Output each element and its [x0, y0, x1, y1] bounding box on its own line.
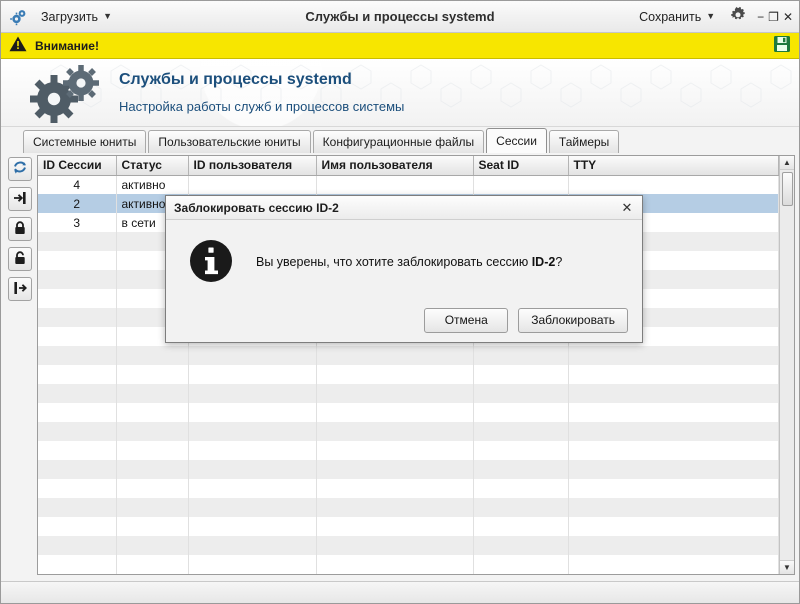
lock-session-button[interactable]: [8, 217, 32, 241]
cell-empty: [116, 479, 188, 498]
table-row-empty[interactable]: [38, 460, 779, 479]
enter-arrow-icon: [12, 190, 28, 209]
cell-empty: [116, 460, 188, 479]
cell-empty: [473, 365, 568, 384]
confirm-button-label: Заблокировать: [531, 313, 615, 327]
cell-empty: [316, 441, 473, 460]
tab-label: Системные юниты: [33, 135, 137, 149]
cell-empty: [316, 460, 473, 479]
cell-empty: [316, 384, 473, 403]
table-row-empty[interactable]: [38, 346, 779, 365]
cell-empty: [473, 498, 568, 517]
cell-empty: [116, 365, 188, 384]
cell-empty: [188, 346, 316, 365]
cell-empty: [38, 441, 116, 460]
cell-empty: [38, 251, 116, 270]
terminate-session-button[interactable]: [8, 277, 32, 301]
table-header-row: [38, 156, 779, 175]
floppy-save-icon[interactable]: [773, 35, 791, 56]
warning-triangle-icon: [9, 36, 27, 55]
column-header-user-id[interactable]: ID пользователя: [188, 156, 316, 175]
chevron-down-icon: ▼: [103, 11, 112, 21]
refresh-icon: [12, 160, 28, 179]
tab-timers[interactable]: [549, 130, 619, 153]
cell-empty: [473, 422, 568, 441]
cell-empty: [568, 479, 779, 498]
dialog-title-bar: [166, 196, 642, 220]
cell-empty: [188, 536, 316, 555]
tab-label: Сессии: [496, 134, 537, 148]
cell-empty: [568, 441, 779, 460]
cell-empty: [116, 555, 188, 574]
tab-config-files[interactable]: [313, 130, 484, 153]
cell-empty: [188, 403, 316, 422]
cell-empty: [188, 498, 316, 517]
cell-empty: [116, 517, 188, 536]
table-row-empty[interactable]: [38, 574, 779, 575]
cell-empty: [38, 365, 116, 384]
scroll-down-button[interactable]: ▼: [780, 560, 794, 574]
table-row-empty[interactable]: [38, 479, 779, 498]
cell-empty: [38, 422, 116, 441]
cell-empty: [188, 479, 316, 498]
cell-empty: [316, 479, 473, 498]
column-header-status[interactable]: Статус: [116, 156, 188, 175]
status-bar: [1, 581, 799, 603]
cell-empty: [568, 346, 779, 365]
cell-empty: [116, 536, 188, 555]
title-bar-right: [635, 6, 799, 27]
table-row-empty[interactable]: [38, 555, 779, 574]
cell-empty: [188, 422, 316, 441]
cell-empty: [568, 460, 779, 479]
cell-empty: [473, 441, 568, 460]
cell-empty: [473, 536, 568, 555]
table-row-empty[interactable]: [38, 403, 779, 422]
cell-empty: [473, 403, 568, 422]
cancel-button[interactable]: [424, 308, 508, 333]
unlock-session-button[interactable]: [8, 247, 32, 271]
cell-empty: [316, 422, 473, 441]
cell-empty: [116, 403, 188, 422]
cell-empty: [38, 403, 116, 422]
header-text: [119, 71, 404, 114]
warning-text: Внимание!: [35, 38, 99, 53]
table-row-empty[interactable]: [38, 536, 779, 555]
cell-empty: [116, 498, 188, 517]
cell-empty: [116, 574, 188, 575]
cell-session-id: 2: [38, 194, 116, 213]
cell-user-id: [188, 175, 316, 194]
save-menu-button[interactable]: [635, 8, 719, 26]
tab-label: Пользовательские юниты: [158, 135, 301, 149]
cell-empty: [188, 441, 316, 460]
cell-tty: [568, 175, 779, 194]
cell-empty: [473, 574, 568, 575]
cell-empty: [188, 460, 316, 479]
cell-empty: [473, 517, 568, 536]
scroll-up-button[interactable]: ▲: [780, 156, 794, 170]
column-header-user-name[interactable]: Имя пользователя: [316, 156, 473, 175]
window-controls: [757, 11, 793, 23]
cancel-button-label: Отмена: [444, 313, 488, 327]
warning-bar: [1, 33, 799, 59]
cell-empty: [568, 574, 779, 575]
close-button[interactable]: ✕: [782, 9, 793, 24]
cell-empty: [38, 555, 116, 574]
cell-seat-id: [473, 175, 568, 194]
cell-empty: [38, 327, 116, 346]
cell-empty: [316, 346, 473, 365]
cell-empty: [38, 270, 116, 289]
page-subtitle: Настройка работы служб и процессов системы: [119, 99, 405, 114]
dialog-close-button[interactable]: ✕: [621, 199, 633, 215]
cell-empty: [116, 422, 188, 441]
table-row[interactable]: [38, 175, 779, 194]
cell-empty: [473, 460, 568, 479]
cell-empty: [38, 308, 116, 327]
cell-empty: [188, 574, 316, 575]
cell-empty: [38, 498, 116, 517]
cell-empty: [116, 441, 188, 460]
cell-empty: [316, 403, 473, 422]
exit-arrow-icon: [12, 280, 28, 299]
cell-session-id: 4: [38, 175, 116, 194]
tab-user-units[interactable]: [148, 130, 310, 153]
cell-status: активно: [116, 175, 188, 194]
refresh-button[interactable]: [8, 157, 32, 181]
tab-label: Таймеры: [558, 135, 610, 149]
cell-user-name: [316, 175, 473, 194]
cell-status: активно: [116, 194, 188, 213]
cell-empty: [568, 422, 779, 441]
cell-empty: [38, 460, 116, 479]
cell-empty: [38, 517, 116, 536]
scroll-thumb[interactable]: [782, 172, 793, 206]
dialog-message-prefix: Вы уверены, что хотите заблокировать сессию: [256, 255, 532, 269]
cell-empty: [568, 517, 779, 536]
cell-empty: [473, 384, 568, 403]
cell-empty: [38, 536, 116, 555]
cell-empty: [568, 555, 779, 574]
page-header: [1, 59, 799, 127]
cell-empty: [116, 346, 188, 365]
dialog-actions: [166, 304, 642, 342]
dialog-message-session: ID-2: [531, 255, 556, 269]
confirm-lock-button[interactable]: [518, 308, 628, 333]
cell-empty: [473, 346, 568, 365]
title-bar: [1, 1, 799, 33]
column-header-tty[interactable]: TTY: [568, 156, 779, 175]
gears-icon: [27, 63, 101, 123]
gears-icon: [9, 7, 29, 27]
login-session-button[interactable]: [8, 187, 32, 211]
info-circle-icon: [188, 238, 234, 287]
lock-closed-icon: [12, 220, 28, 239]
tab-label: Конфигурационные файлы: [322, 135, 475, 149]
cell-empty: [38, 346, 116, 365]
dialog-title: Заблокировать сессию ID-2: [174, 200, 339, 215]
tab-sessions[interactable]: [486, 128, 547, 153]
cell-empty: [38, 384, 116, 403]
cell-empty: [473, 479, 568, 498]
dialog-message-suffix: ?: [555, 255, 563, 269]
cell-empty: [568, 384, 779, 403]
cell-empty: [38, 289, 116, 308]
table-row-empty[interactable]: [38, 422, 779, 441]
save-menu-label: Сохранить: [639, 9, 702, 24]
cell-status: в сети: [116, 213, 188, 232]
lock-open-icon: [12, 250, 28, 269]
table-row-empty[interactable]: [38, 384, 779, 403]
minimize-button[interactable]: −: [757, 9, 765, 24]
page-title: Службы и процессы systemd: [119, 71, 352, 88]
cell-empty: [568, 365, 779, 384]
table-row-empty[interactable]: [38, 498, 779, 517]
table-row-empty[interactable]: [38, 441, 779, 460]
cell-empty: [316, 365, 473, 384]
maximize-button[interactable]: ❐: [768, 9, 779, 24]
cell-empty: [188, 384, 316, 403]
cell-empty: [316, 536, 473, 555]
cell-empty: [568, 498, 779, 517]
load-menu-label: Загрузить: [41, 9, 99, 24]
cell-empty: [38, 479, 116, 498]
cell-empty: [316, 574, 473, 575]
cell-empty: [38, 232, 116, 251]
table-row-empty[interactable]: [38, 517, 779, 536]
cell-empty: [316, 555, 473, 574]
column-header-session-id[interactable]: ID Сессии: [38, 156, 116, 175]
title-bar-left: [1, 7, 116, 27]
cell-empty: [316, 517, 473, 536]
tab-system-units[interactable]: [23, 130, 146, 153]
cell-empty: [188, 517, 316, 536]
lock-session-dialog: [165, 195, 643, 343]
window-title: Службы и процессы systemd: [305, 9, 495, 24]
dialog-message: [256, 255, 562, 269]
cell-session-id: 3: [38, 213, 116, 232]
column-header-seat-id[interactable]: Seat ID: [473, 156, 568, 175]
gear-icon[interactable]: [729, 6, 747, 27]
tab-strip: [1, 127, 799, 153]
cell-empty: [568, 536, 779, 555]
cell-empty: [38, 574, 116, 575]
cell-empty: [188, 365, 316, 384]
table-vertical-scrollbar[interactable]: [779, 156, 794, 574]
dialog-body: [166, 220, 642, 304]
cell-empty: [316, 498, 473, 517]
cell-empty: [188, 555, 316, 574]
cell-empty: [473, 555, 568, 574]
cell-empty: [568, 403, 779, 422]
load-menu-button[interactable]: [37, 8, 116, 26]
chevron-down-icon: ▼: [706, 11, 716, 21]
table-row-empty[interactable]: [38, 365, 779, 384]
cell-empty: [116, 384, 188, 403]
session-toolbar: [5, 153, 35, 579]
